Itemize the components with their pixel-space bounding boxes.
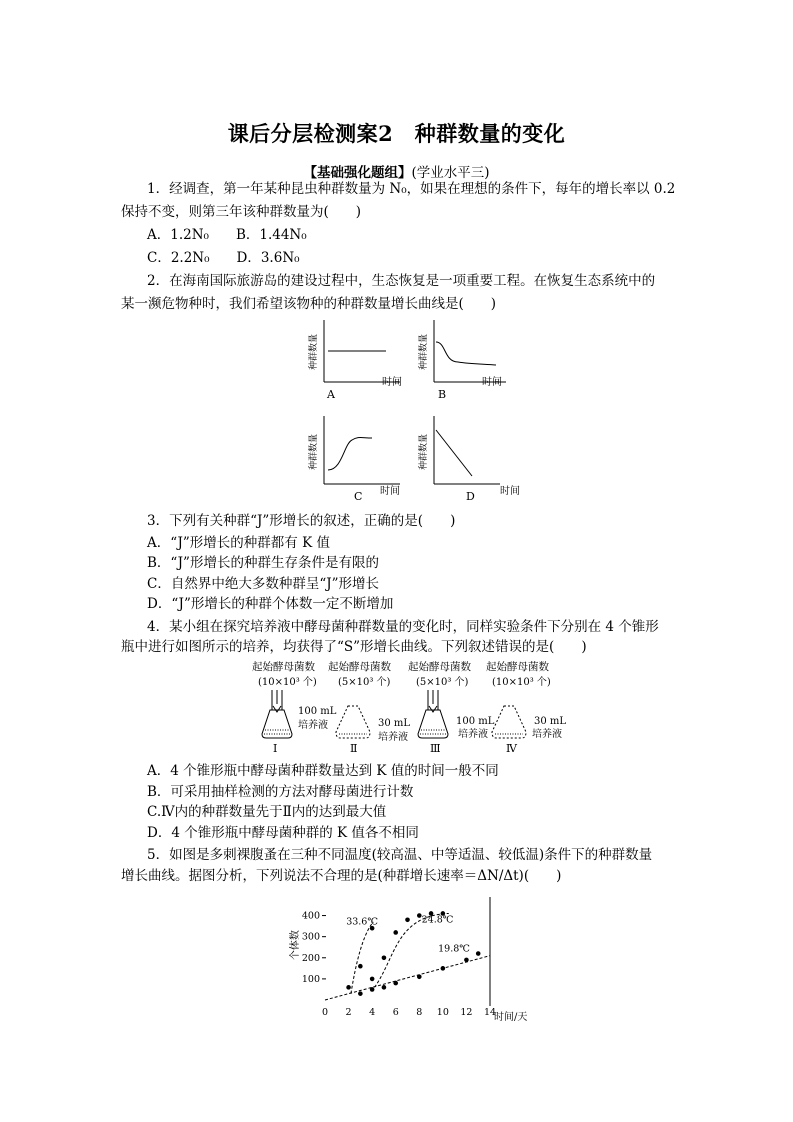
q5-chart (280, 895, 540, 1025)
data-point (358, 964, 363, 969)
x-tick-label: 4 (369, 1007, 376, 1018)
graph-c-ylabel: 种群数量 (309, 433, 319, 471)
graph-b-curve (436, 342, 496, 365)
q4-stem-line2: 瓶中进行如图所示的培养，均获得了“S”形增长曲线。下列叙述错误的是( ) (121, 639, 587, 655)
graph-a-ylabel: 种群数量 (309, 333, 319, 371)
data-point (370, 977, 375, 982)
x-tick-label: 6 (392, 1007, 399, 1018)
y-axis-label: 个体数 (290, 930, 301, 961)
q3-option-c[interactable]: C．自然界中绝大多数种群呈“J”形增长 (147, 576, 380, 592)
q4-option-c[interactable]: C.Ⅳ内的种群数量先于Ⅱ内的达到最大值 (147, 804, 387, 820)
flask-3[interactable] (408, 660, 495, 755)
graph-a[interactable] (307, 320, 402, 401)
x-tick-label: 14 (483, 1007, 497, 1018)
graph-c-curve (328, 438, 372, 471)
data-point (405, 917, 410, 922)
flask-4-medium: 培养液 (532, 729, 562, 740)
q3-option-a[interactable]: A．“J”形增长的种群都有 K 值 (147, 535, 330, 551)
flask-2-label: Ⅱ (350, 742, 358, 755)
section-level: (学业水平三) (411, 165, 490, 181)
flask-2-medium: 培养液 (378, 732, 408, 743)
q1-option-cd[interactable]: C．2.2N₀ D．3.6N₀ (147, 250, 300, 266)
flask-3-label: Ⅲ (430, 742, 441, 755)
flask-4-volume: 30 mL (534, 716, 567, 727)
y-tick-label: 100 (301, 973, 320, 985)
x-tick-label: 8 (416, 1007, 423, 1018)
flask-4-count: (10×10³ 个) (492, 677, 551, 688)
x-tick-label: 2 (345, 1007, 352, 1018)
graph-d-label: D (466, 490, 475, 500)
graph-a-xlabel: 时间 (382, 377, 402, 388)
q2-stem-line2: 某一濒危物种时，我们希望该物种的种群数量增长曲线是( ) (121, 296, 497, 312)
flask-2-volume: 30 mL (378, 718, 411, 729)
q1-stem-line2: 保持不变，则第三年该种群数量为( ) (121, 204, 362, 220)
flask-4[interactable] (486, 660, 566, 755)
flask-1-medium: 培养液 (298, 720, 328, 731)
q2-stem-line1: 2．在海南国际旅游岛的建设过程中，生态恢复是一项重要工程。在恢复生态系统中的 (147, 273, 656, 289)
data-point (382, 955, 387, 960)
q4-option-b[interactable]: B．可采用抽样检测的方法对酵母菌进行计数 (147, 784, 414, 800)
flask-1-arrow-icon (272, 690, 282, 712)
x-tick-label: 10 (436, 1007, 449, 1018)
flask-4-icon (492, 706, 526, 738)
y-tick-label: 300 (301, 931, 320, 943)
q5-stem-line1: 5．如图是多刺裸腹蚤在三种不同温度(较高温、中等适温、较低温)条件下的种群数量 (147, 847, 653, 863)
q1-stem-line1: 1．经调查，第一年某种昆虫种群数量为 N₀，如果在理想的条件下，每年的增长率以 0.2 (147, 181, 676, 197)
x-tick-label: 12 (460, 1007, 473, 1018)
x-tick-label: 0 (321, 1007, 329, 1018)
data-point (464, 958, 469, 963)
flask-1-count: (10×10³ 个) (258, 677, 317, 688)
graph-c-label: C (354, 490, 363, 500)
flask-1[interactable] (252, 660, 337, 755)
q5-stem-line2: 增长曲线。据图分析，下列说法不合理的是(种群增长速率＝ΔN/Δt)( ) (121, 868, 562, 884)
graph-c[interactable] (307, 416, 400, 500)
graph-d-ylabel: 种群数量 (419, 433, 429, 471)
graph-a-label: A (327, 388, 335, 401)
y-tick-label: 200 (301, 952, 320, 964)
q3-option-b[interactable]: B．“J”形增长的种群生存条件是有限的 (147, 555, 379, 571)
flask-2[interactable] (328, 660, 410, 755)
graph-d[interactable] (417, 416, 520, 500)
q3-option-d[interactable]: D．“J”形增长的种群个体数一定不断增加 (147, 596, 394, 612)
series-line (351, 922, 373, 994)
data-point (441, 966, 446, 971)
section-heading (0, 161, 793, 181)
q4-option-a[interactable]: A．4 个锥形瓶中酵母菌种群数量达到 K 值的时间一般不同 (147, 763, 499, 779)
data-point (476, 951, 481, 956)
q2-figure (300, 312, 530, 500)
flask-4-label: Ⅳ (506, 742, 517, 755)
flask-4-top: 起始酵母菌数 (486, 661, 549, 673)
graph-b-xlabel: 时间 (482, 377, 502, 388)
q1-option-ab[interactable]: A．1.2N₀ B．1.44N₀ (147, 227, 307, 243)
data-point (393, 930, 398, 935)
flask-3-count: (5×10³ 个) (416, 677, 469, 688)
data-point (382, 985, 387, 990)
flask-3-top: 起始酵母菌数 (408, 661, 471, 673)
graph-c-xlabel: 时间 (380, 486, 400, 497)
data-point (346, 985, 351, 990)
x-axis-label: 时间/天 (494, 1012, 528, 1023)
y-tick-label: 400 (301, 910, 320, 922)
section-title: 【基础强化题组】 (303, 165, 412, 181)
series-label: 19.8℃ (438, 943, 470, 955)
series-label: 24.8℃ (421, 914, 454, 926)
flask-2-icon (336, 706, 370, 738)
graph-b[interactable] (417, 320, 506, 401)
data-point (393, 981, 398, 986)
graph-d-curve (436, 430, 472, 476)
q4-stem-line1: 4．某小组在探究培养液中酵母菌种群数量的变化时，同样实验条件下分别在 4 个锥形 (147, 619, 659, 635)
flask-1-label: Ⅰ (273, 742, 278, 755)
data-point (370, 987, 375, 992)
flask-3-arrow-icon (428, 690, 438, 712)
page-title: 课后分层检测案2 种群数量的变化 (227, 121, 566, 146)
q3-stem: 3．下列有关种群“J”形增长的叙述，正确的是( ) (147, 513, 456, 529)
series-label: 33.6℃ (346, 916, 378, 928)
data-point (358, 991, 363, 996)
series-line (325, 956, 490, 1000)
flask-3-volume: 100 mL (456, 716, 495, 727)
flask-1-top: 起始酵母菌数 (252, 661, 315, 673)
q4-option-d[interactable]: D．4 个锥形瓶中酵母菌种群的 K 值各不相同 (147, 825, 419, 841)
q4-figure (248, 658, 568, 756)
flask-2-count: (5×10³ 个) (338, 677, 391, 688)
data-point (417, 974, 422, 979)
graph-d-xlabel: 时间 (500, 486, 520, 497)
flask-3-medium: 培养液 (458, 729, 488, 740)
graph-b-label: B (438, 388, 447, 401)
flask-1-volume: 100 mL (298, 706, 337, 717)
flask-2-top: 起始酵母菌数 (328, 661, 391, 673)
graph-b-ylabel: 种群数量 (419, 333, 429, 371)
